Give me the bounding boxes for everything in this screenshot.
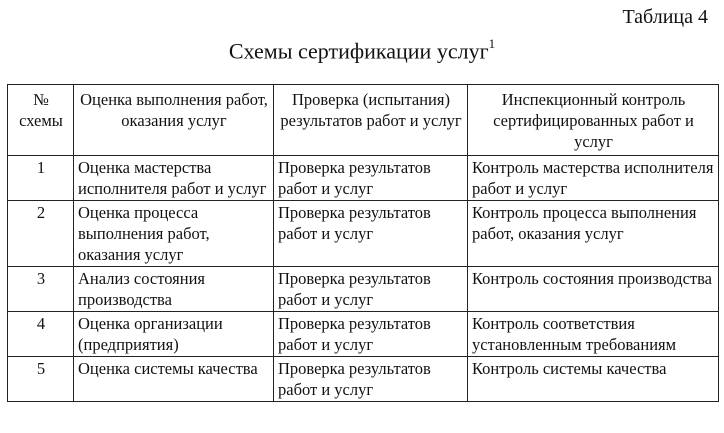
work-evaluation-cell: Оценка процесса выполнения работ, оказания услуг [74,201,274,267]
header-row [8,85,719,156]
work-evaluation-cell: Оценка организации (предприятия) [74,312,274,357]
scheme-number-cell: 4 [8,312,74,357]
inspection-control-cell: Контроль состояния производства [468,267,719,312]
results-testing-cell: Проверка результатов работ и услуг [274,156,468,201]
scheme-number-cell: 5 [8,357,74,402]
table-row [8,357,719,402]
work-evaluation-cell: Оценка мастерства исполнителя работ и услуг [74,156,274,201]
header-inspection-control: Инспекционный контроль сертифицированных работ и услуг [468,85,719,156]
scheme-number-cell: 2 [8,201,74,267]
inspection-control-cell: Контроль системы качества [468,357,719,402]
results-testing-cell: Проверка результатов работ и услуг [274,201,468,267]
inspection-control-cell: Контроль мастерства исполнителя работ и услуг [468,156,719,201]
results-testing-cell: Проверка результатов работ и услуг [274,312,468,357]
caption-footnote-marker: 1 [488,36,496,51]
results-testing-cell: Проверка результатов работ и услуг [274,357,468,402]
certification-schemes-table [7,84,719,402]
table-row [8,201,719,267]
scheme-number-cell: 3 [8,267,74,312]
results-testing-cell: Проверка результатов работ и услуг [274,267,468,312]
table-number: Таблица 4 [622,6,708,28]
work-evaluation-cell: Анализ состояния производства [74,267,274,312]
header-work-evaluation: Оценка выполнения работ, оказания услуг [74,85,274,156]
scheme-number-cell: 1 [8,156,74,201]
header-results-testing: Проверка (испытания) результатов работ и услуг [274,85,468,156]
work-evaluation-cell: Оценка системы качества [74,357,274,402]
caption-text: Схемы сертификации услуг [228,38,489,64]
inspection-control-cell: Контроль процесса выполнения работ, оказания услуг [468,201,719,267]
inspection-control-cell: Контроль соответствия установленным требованиям [468,312,719,357]
header-scheme-number: № схемы [8,85,74,156]
table-row [8,156,719,201]
table-row [8,267,719,312]
table-caption [0,38,724,64]
table-row [8,312,719,357]
